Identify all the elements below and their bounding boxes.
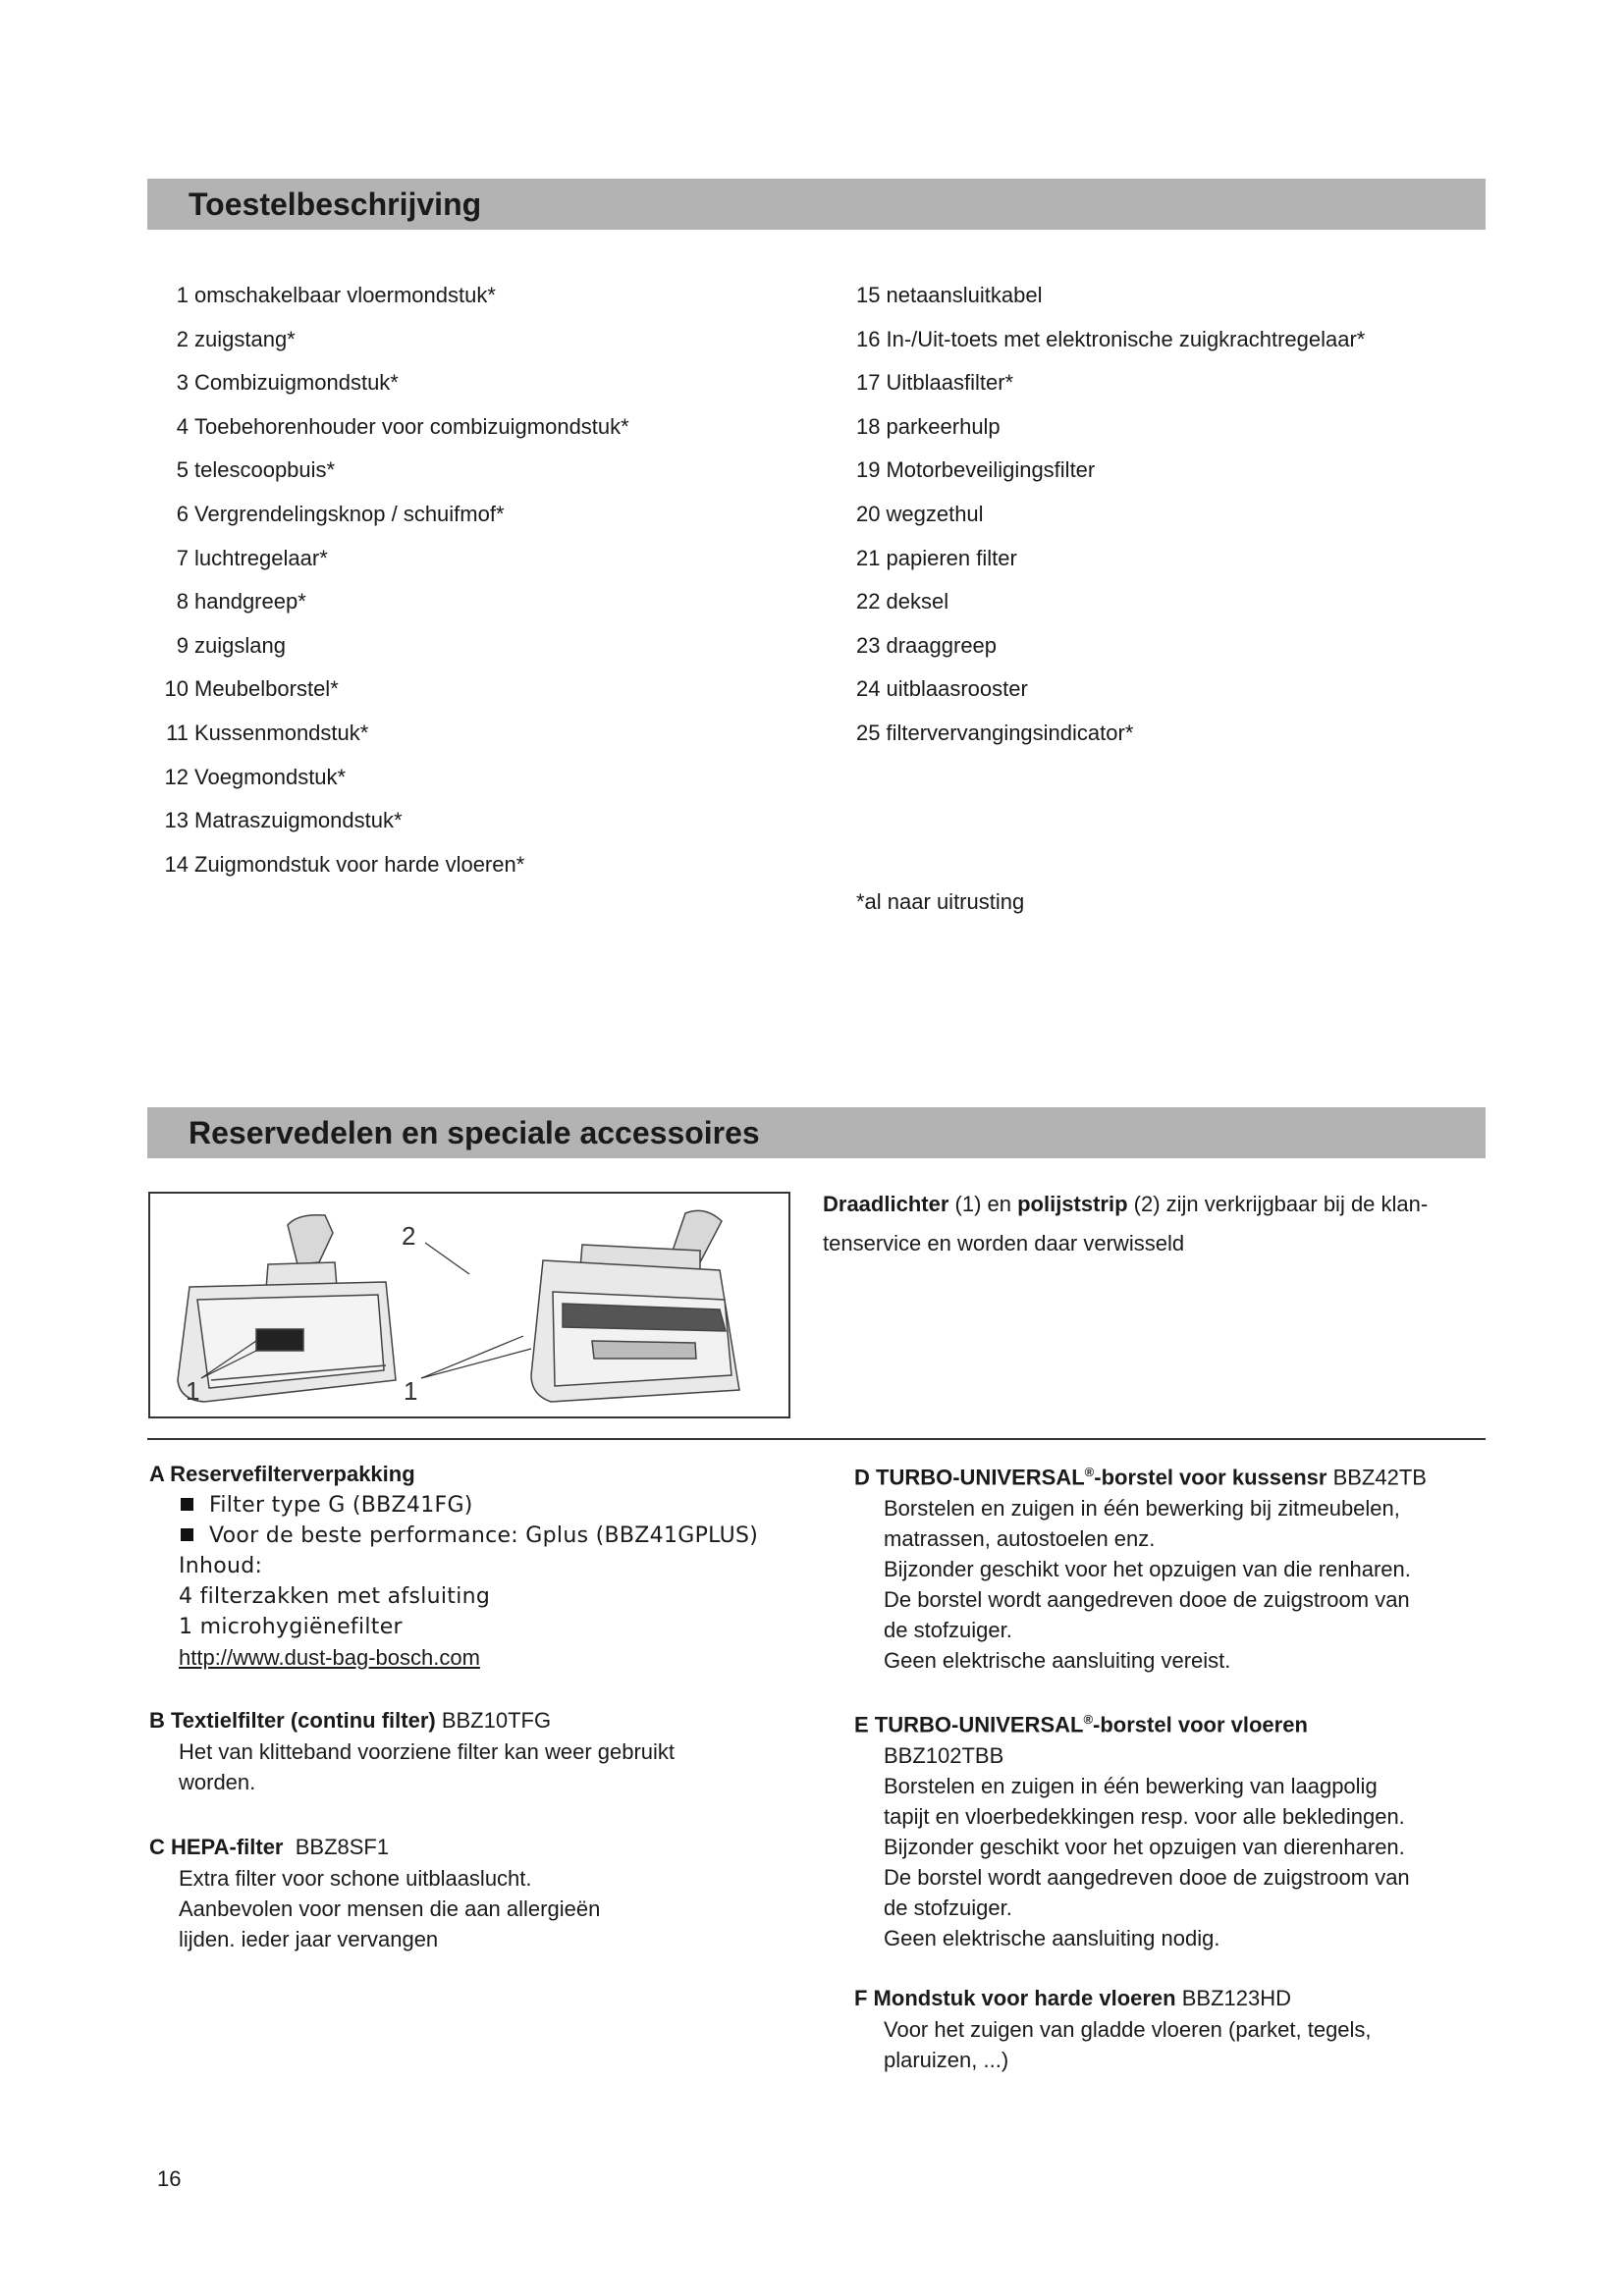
- list-item: 7 luchtregelaar*: [176, 545, 328, 570]
- list-item: 5 telescoopbuis*: [176, 457, 336, 483]
- list-item: 6 Vergrendelingsknop / schuifmof*: [176, 501, 505, 526]
- accessory-f: F Mondstuk voor harde vloeren BBZ123HD Voor het zuigen van gladde vloeren (parket, tegels, plaruizen, ...): [854, 1986, 1372, 2072]
- figure-label-1-right: 1: [404, 1376, 418, 1406]
- figure-label-2: 2: [402, 1221, 416, 1251]
- accessory-c: C HEPA-filter BBZ8SF1 Extra filter voor schone uitblaaslucht. Aanbevolen voor mensen die aan allergieën lijden. ieder jaar vervangen: [149, 1835, 601, 1951]
- page-number: 16: [157, 2166, 182, 2191]
- list-item: 3 Combizuigmondstuk*: [176, 370, 399, 396]
- parts-list-left: [147, 278, 629, 890]
- list-item: 14 Zuigmondstuk voor harde vloeren*: [164, 851, 525, 877]
- list-item: 16 In-/Uit-toets met elektronische zuigkrachtregelaar*: [856, 326, 1366, 351]
- list-item: 15 netaansluitkabel: [856, 283, 1043, 307]
- accessory-b: B Textielfilter (continu filter) BBZ10TFG Het van klitteband voorziene filter kan weer gebruikt worden.: [149, 1708, 676, 1794]
- divider: [147, 1438, 1486, 1440]
- list-item: 10 Meubelborstel*: [164, 676, 339, 702]
- list-item: 22 deksel: [856, 589, 949, 614]
- dust-bag-link[interactable]: http://www.dust-bag-bosch.com: [179, 1645, 480, 1670]
- nozzle-illustration: [150, 1194, 788, 1416]
- accessory-d: D TURBO-UNIVERSAL®-borstel voor kussensr BBZ42TB Borstelen en zuigen in één bewerking bij zitmeubelen, matrassen, autostoelen enz. Bijzonder geschikt voor het opzuigen van die renharen. De borstel wordt aangedreven dooe de zuigstroom van de stofzuiger. Geen elektrische aansluiting vereist.: [854, 1465, 1427, 1674]
- accessory-e: E TURBO-UNIVERSAL®-borstel voor vloeren BBZ102TBB Borstelen en zuigen in één bewerking van laagpolig tapijt en vloerbedekkingen resp. voor alle bekledingen. Bijzonder geschikt voor het opzuigen van dierenharen. De borstel wordt aangedreven dooe de zuigstroom van de stofzuiger. Geen elektrische aansluiting nodig.: [854, 1712, 1410, 1951]
- section-header-toestelbeschrijving: [147, 179, 1486, 230]
- list-item: 25 filtervervangingsindicator*: [856, 720, 1134, 745]
- list-item: 8 handgreep*: [176, 589, 306, 614]
- figure-label-1-left: 1: [186, 1376, 200, 1406]
- section-title: Toestelbeschrijving: [189, 187, 482, 222]
- right-nozzle-drawing: [531, 1210, 739, 1402]
- list-item: 2 zuigstang*: [176, 326, 296, 351]
- accessory-a: A Reservefilterverpakking Filter type G (BBZ41FG) Voor de beste performance: Gplus (BBZ41GPLUS) Inhoud: 4 filterzakken met afsluiting 1 microhygiënefilter http://www.dust-bag-bosch.com: [149, 1462, 759, 1670]
- list-item: 1 omschakelbaar vloermondstuk*: [176, 283, 496, 307]
- list-item: 21 papieren filter: [856, 545, 1017, 570]
- list-item: 11 Kussenmondstuk*: [166, 720, 369, 745]
- nozzle-figure: [148, 1192, 790, 1418]
- list-item: 13 Matraszuigmondstuk*: [164, 808, 403, 833]
- list-item: 24 uitblaasrooster: [856, 676, 1028, 702]
- list-item: 20 wegzethul: [856, 501, 984, 526]
- list-item: 12 Voegmondstuk*: [164, 764, 347, 789]
- list-item: 4 Toebehorenhouder voor combizuigmondstuk*: [176, 413, 629, 439]
- list-item: 23 draaggreep: [856, 632, 998, 658]
- footnote: *al naar uitrusting: [856, 889, 1025, 914]
- draad-text: Draadlichter (1) en polijststrip (2) zijn verkrijgbaar bij de klan- tenservice en worden daar verwisseld: [823, 1192, 1429, 1255]
- list-item: 18 parkeerhulp: [856, 413, 1001, 439]
- section-header-reservedelen: [147, 1107, 1486, 1158]
- list-item: 9 zuigslang: [176, 632, 286, 658]
- list-item: 19 Motorbeveiligingsfilter: [856, 457, 1096, 483]
- parts-list-right: [856, 278, 1365, 760]
- list-item: 17 Uitblaasfilter*: [856, 370, 1014, 396]
- section-title: Reservedelen en speciale accessoires: [189, 1115, 760, 1150]
